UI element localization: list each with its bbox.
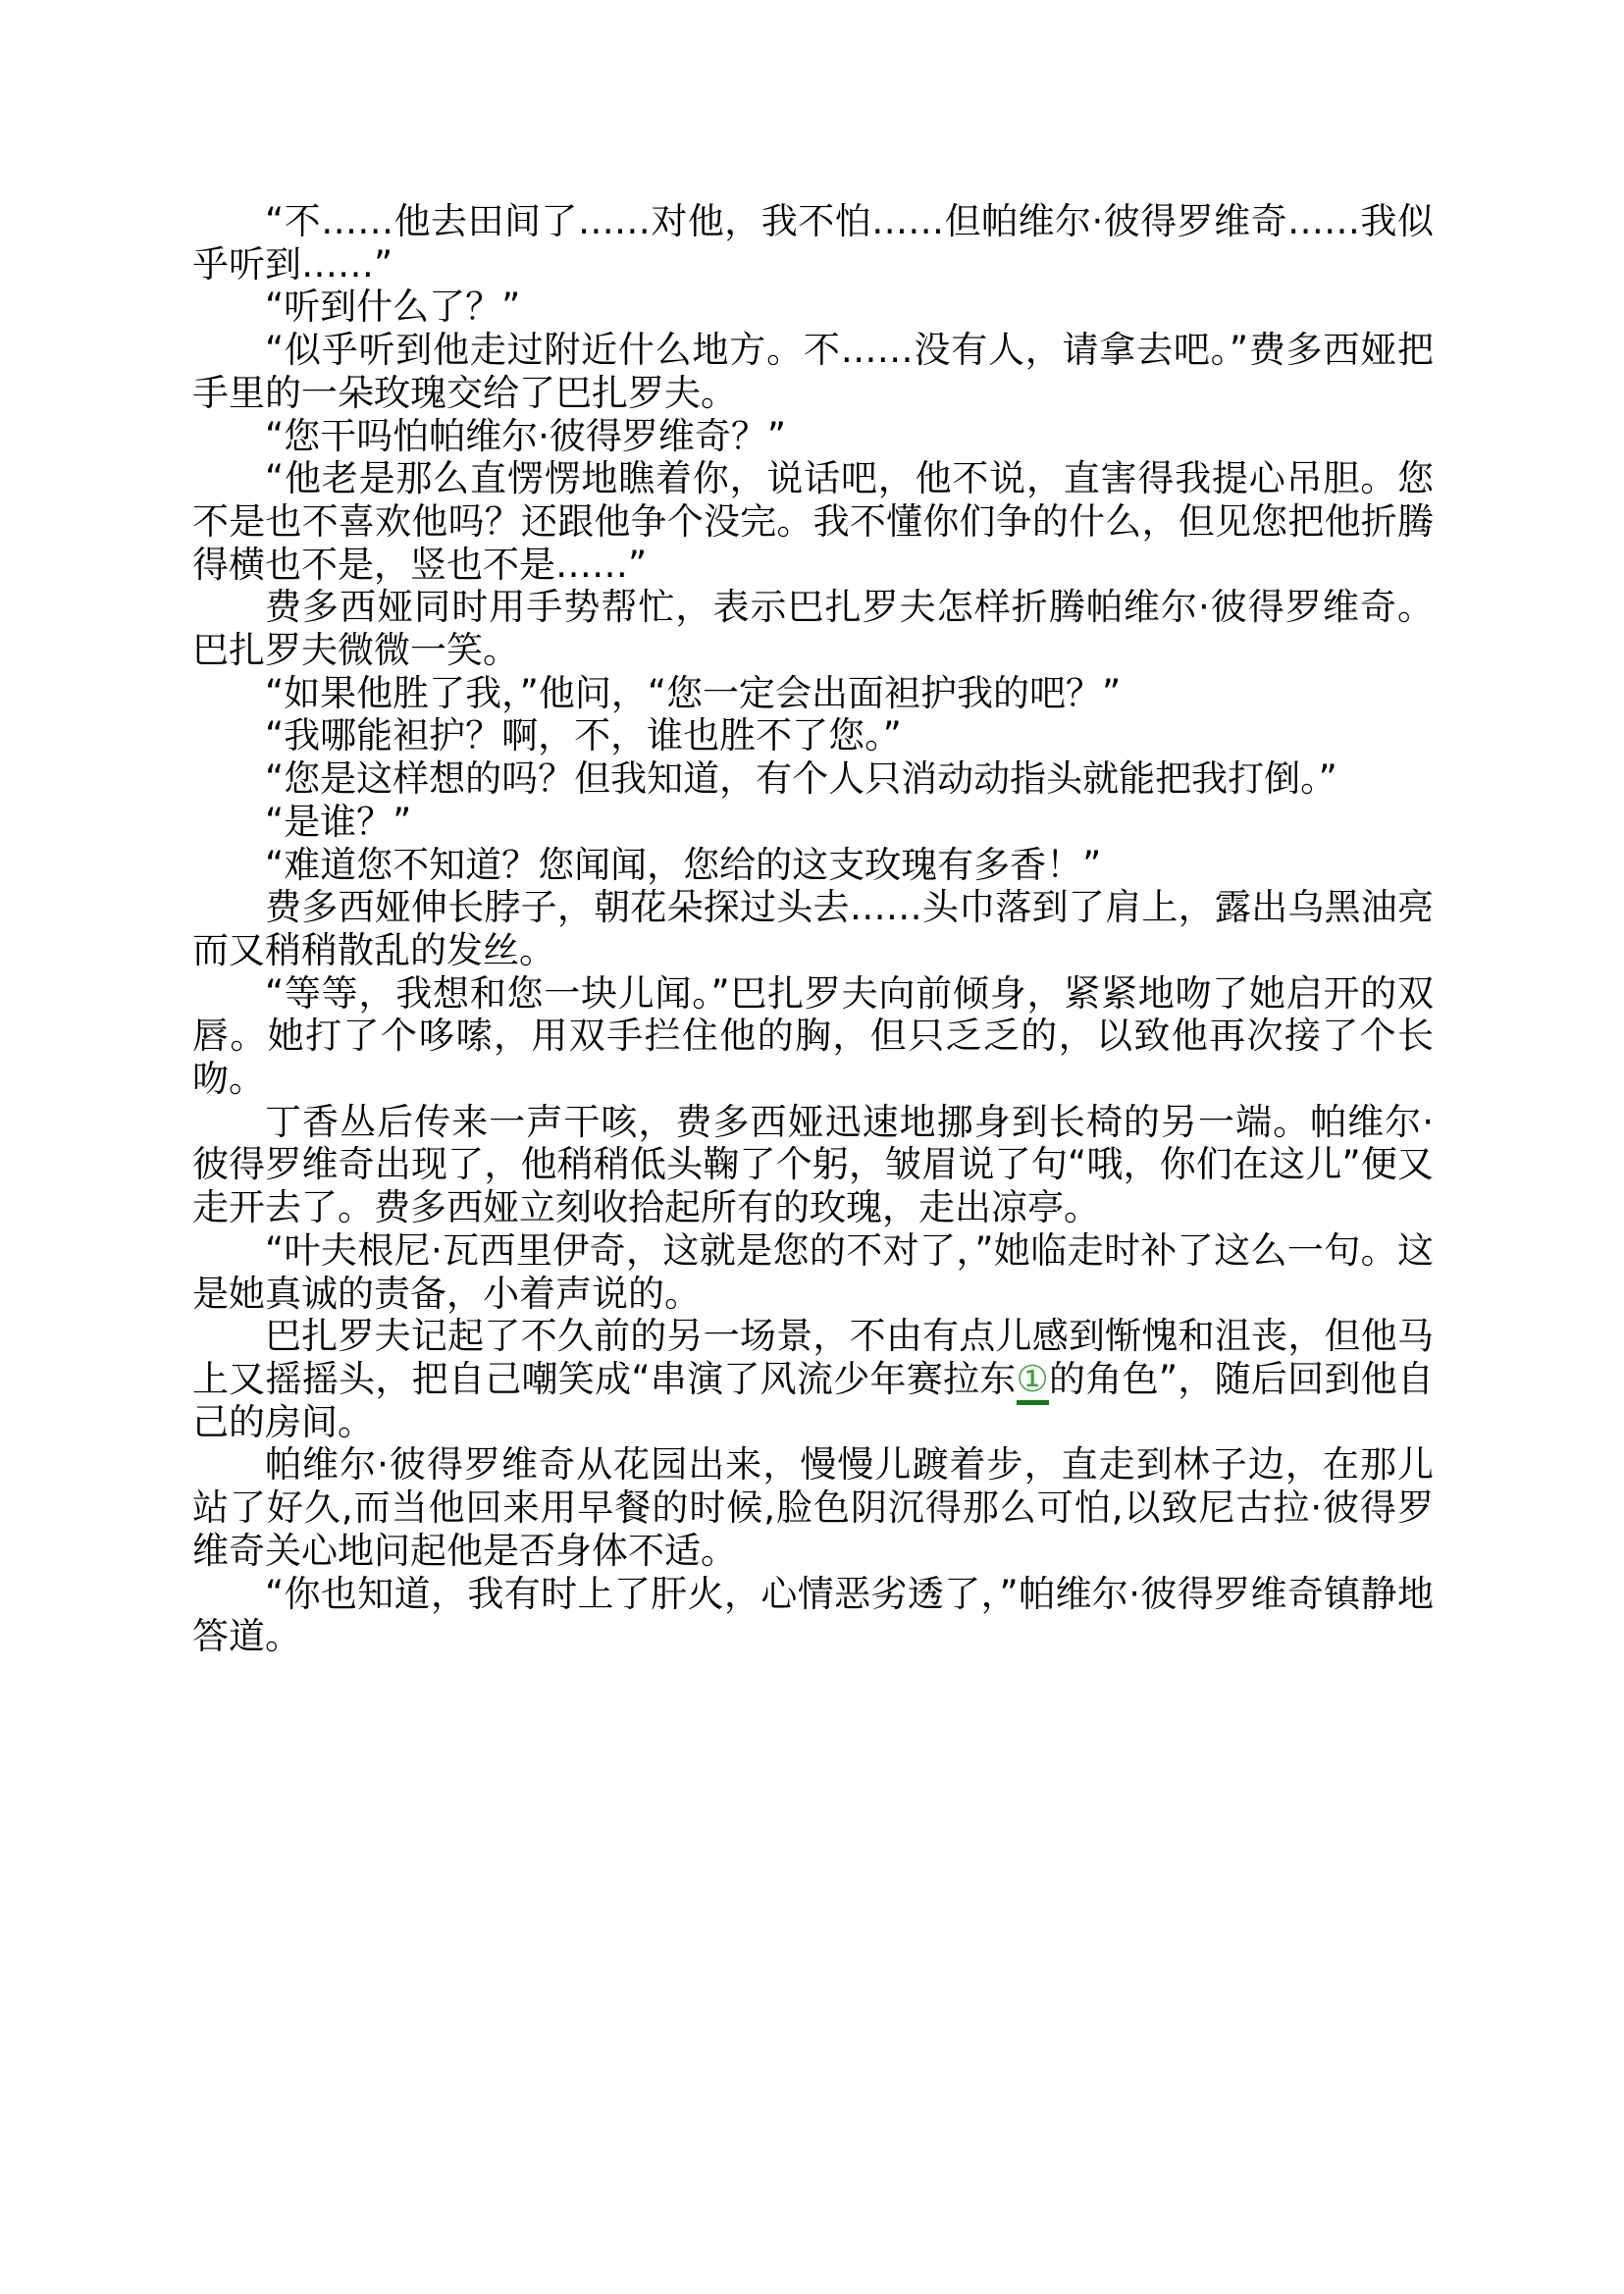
paragraph: “您干吗怕帕维尔·彼得罗维奇？”: [265, 414, 787, 457]
paragraph: “我哪能袒护？啊，不，谁也胜不了您。”: [265, 714, 902, 757]
paragraph: “你也知道，我有时上了肝火，心情恶劣透了，”帕维尔·彼得罗维奇镇静地答道。: [192, 1572, 1434, 1658]
paragraph-text-before-footnote: 巴扎罗夫记起了不久前的另一场景，不由有点儿感到惭愧和沮丧，但他马上又摇摇头，把自己嘲笑成“串演了风流少年赛拉东: [192, 1315, 1434, 1400]
paragraph: “叶夫根尼·瓦西里伊奇，这就是您的不对了，”她临走时补了这么一句。这是她真诚的责备，小着声说的。: [192, 1228, 1434, 1315]
paragraph-text-after-footnote: 的角色”，随后回到他自己的房间。: [192, 1357, 1435, 1443]
footnote-reference-1[interactable]: ①: [1017, 1358, 1049, 1405]
document-body: [192, 200, 1434, 1658]
paragraph: “不……他去田间了……对他，我不怕……但帕维尔·彼得罗维奇……我似乎听到……”: [192, 200, 1434, 286]
paragraph: “似乎听到他走过附近什么地方。不……没有人，请拿去吧。”费多西娅把手里的一朵玫瑰交给了巴扎罗夫。: [192, 329, 1434, 414]
paragraph: 帕维尔·彼得罗维奇从花园出来，慢慢儿踱着步，直走到林子边，在那儿站了好久,而当他回来用早餐的时候,脸色阴沉得那么可怕,以致尼古拉·彼得罗维奇关心地问起他是否身体不适。: [192, 1443, 1434, 1572]
paragraph: “如果他胜了我，”他问，“您一定会出面袒护我的吧？”: [265, 671, 1122, 714]
paragraph: 费多西娅伸长脖子，朝花朵探过头去……头巾落到了肩上，露出乌黑油亮而又稍稍散乱的发丝。: [192, 886, 1434, 971]
paragraph-with-footnote: [192, 1315, 1434, 1443]
paragraph: “他老是那么直愣愣地瞧着你，说话吧，他不说，直害得我提心吊胆。您不是也不喜欢他吗？还跟他争个没完。我不懂你们争的什么，但见您把他折腾得横也不是，竖也不是……”: [192, 457, 1434, 586]
paragraph: 费多西娅同时用手势帮忙，表示巴扎罗夫怎样折腾帕维尔·彼得罗维奇。巴扎罗夫微微一笑。: [192, 586, 1434, 672]
paragraph: “等等，我想和您一块儿闻。”巴扎罗夫向前倾身，紧紧地吻了她启开的双唇。她打了个哆嗦，用双手拦住他的胸，但只乏乏的，以致他再次接了个长吻。: [192, 971, 1434, 1101]
paragraph: “听到什么了？”: [265, 286, 521, 329]
paragraph: “是谁？”: [265, 800, 412, 843]
paragraph: 丁香丛后传来一声干咳，费多西娅迅速地挪身到长椅的另一端。帕维尔·彼得罗维奇出现了，他稍稍低头鞠了个躬，皱眉说了句“哦，你们在这儿”便又走开去了。费多西娅立刻收拾起所有的玫瑰，走出凉亭。: [192, 1100, 1434, 1229]
paragraph: “难道您不知道？您闻闻，您给的这支玫瑰有多香！”: [265, 843, 1102, 886]
paragraph: “您是这样想的吗？但我知道，有个人只消动动指头就能把我打倒。”: [265, 757, 1337, 801]
